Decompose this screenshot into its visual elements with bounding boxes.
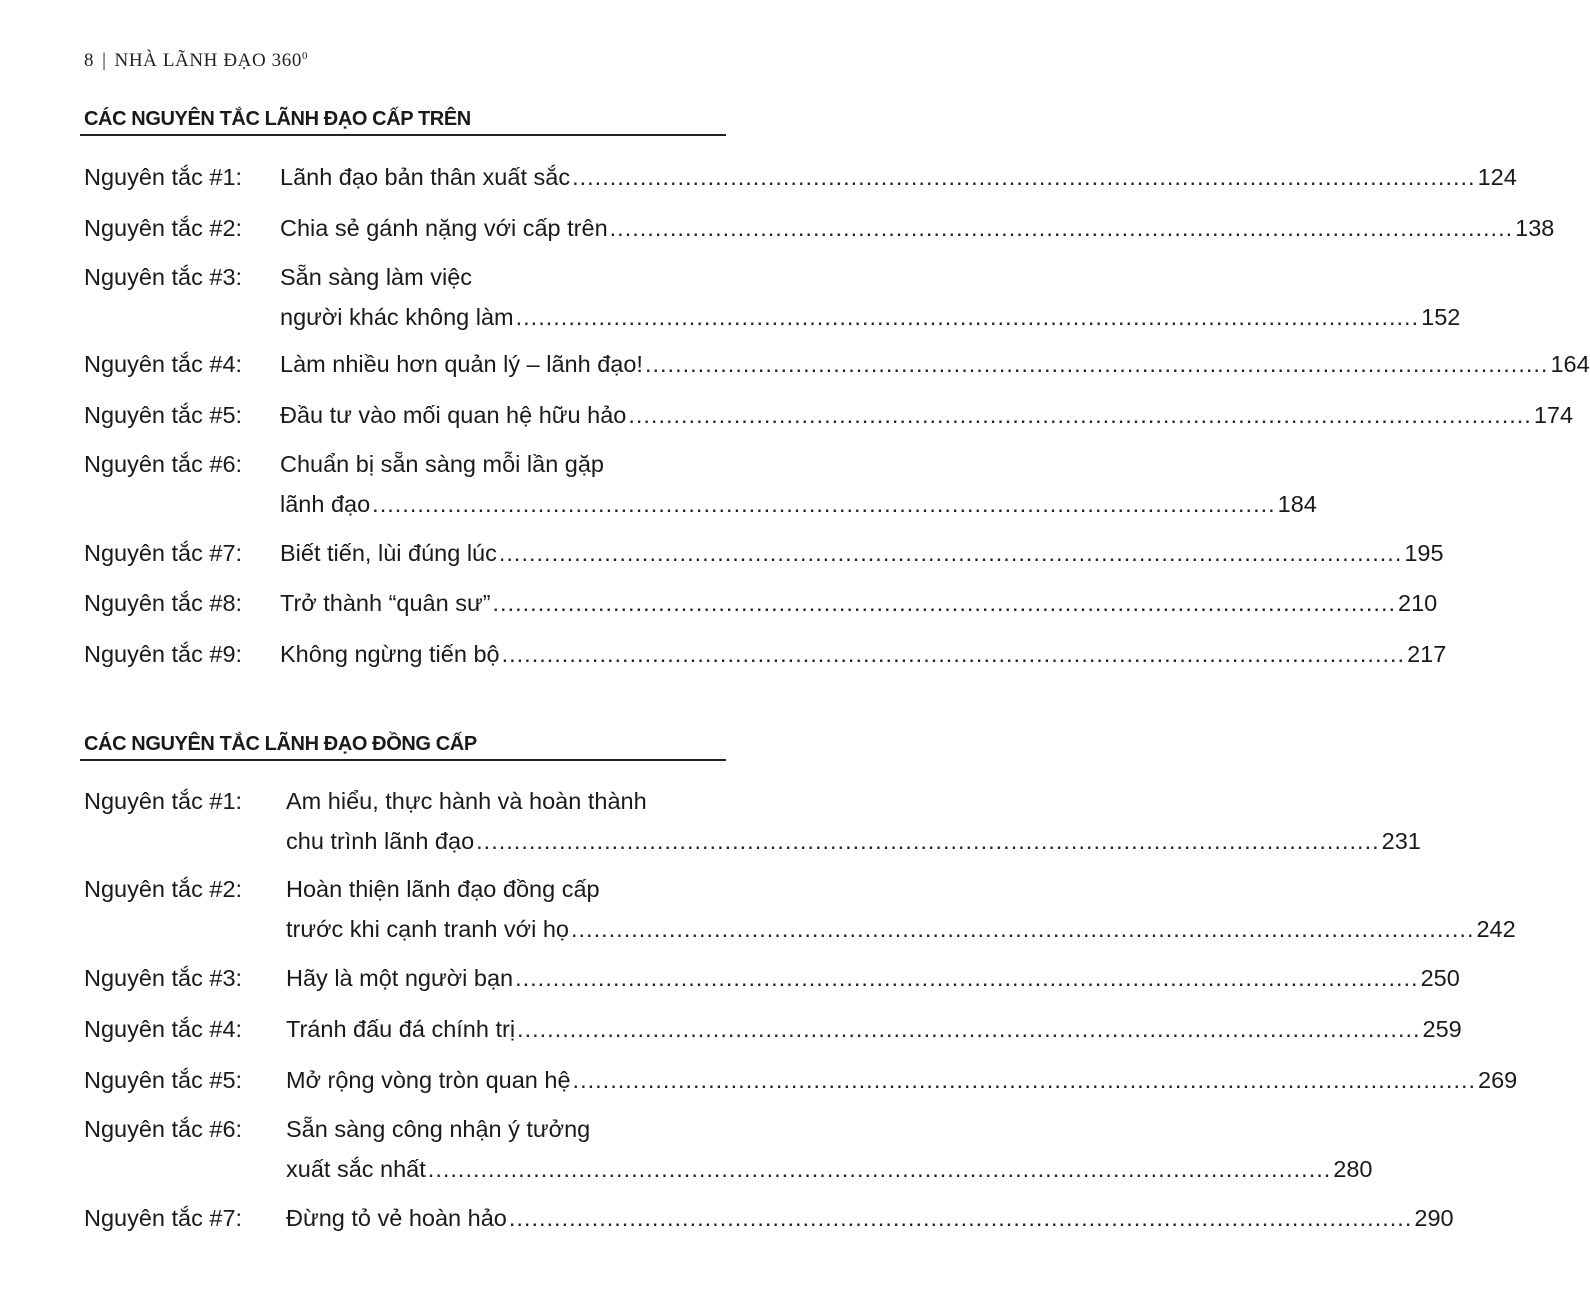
- entry-title: Sẵn sàng làm việc: [280, 264, 473, 290]
- dot-leader: ........................................................................................................................: [644, 351, 1549, 377]
- book-title: NHÀ LÃNH ĐẠO 360: [114, 50, 302, 71]
- entry-title: Hoàn thiện lãnh đạo đồng cấp: [286, 876, 600, 902]
- dot-leader: ........................................................................................................................: [570, 916, 1475, 942]
- page-number-ref: 184: [1277, 491, 1317, 517]
- toc-entry[interactable]: [80, 351, 1590, 385]
- page-number-ref: 210: [1398, 590, 1438, 616]
- dot-leader: ........................................................................................................................: [628, 402, 1532, 428]
- toc-entry[interactable]: [80, 402, 1574, 436]
- page-number-ref: 195: [1404, 540, 1444, 566]
- principle-label: Nguyên tắc #5:: [84, 1067, 243, 1093]
- toc-entry[interactable]: [80, 876, 1516, 950]
- principle-label: Nguyên tắc #7:: [84, 540, 243, 566]
- entry-title: Làm nhiều hơn quản lý – lãnh đạo!: [280, 351, 643, 377]
- page-number-ref: 138: [1515, 215, 1555, 241]
- entry-title: chu trình lãnh đạo: [286, 828, 475, 854]
- toc-entry[interactable]: [80, 451, 1317, 525]
- entry-title: Sẵn sàng công nhận ý tưởng: [286, 1116, 591, 1142]
- page-number-ref: 242: [1476, 916, 1516, 942]
- principle-label: Nguyên tắc #6:: [84, 1116, 243, 1142]
- entry-title: Trở thành “quân sư”: [280, 590, 491, 616]
- entry-title: xuất sắc nhất: [286, 1156, 426, 1182]
- entry-title: Đầu tư vào mối quan hệ hữu hảo: [280, 402, 627, 428]
- entry-title: Mở rộng vòng tròn quan hệ: [286, 1067, 571, 1093]
- page-number-ref: 231: [1381, 828, 1421, 854]
- entry-title-line-with-page: [286, 916, 1516, 943]
- page-number-ref: 250: [1420, 965, 1460, 991]
- dot-leader: ........................................................................................................................: [492, 590, 1397, 616]
- principle-label: Nguyên tắc #8:: [84, 590, 243, 616]
- dot-leader: ........................................................................................................................: [572, 164, 1476, 190]
- section-title: CÁC NGUYÊN TẮC LÃNH ĐẠO CẤP TRÊN: [80, 108, 726, 136]
- toc-section-upward: [80, 108, 1590, 667]
- running-head-separator: |: [102, 50, 107, 71]
- entry-title: Biết tiến, lùi đúng lúc: [280, 540, 497, 566]
- entry-title: người khác không làm: [280, 304, 514, 330]
- dot-leader: ........................................................................................................................: [427, 1156, 1332, 1182]
- book-title-superscript: 0: [301, 50, 308, 62]
- page-number-ref: 290: [1414, 1205, 1454, 1231]
- entry-title: Lãnh đạo bản thân xuất sắc: [280, 164, 571, 190]
- page-number-ref: 217: [1407, 641, 1447, 667]
- toc-entry[interactable]: [80, 164, 1517, 198]
- entry-title: Đừng tỏ vẻ hoàn hảo: [286, 1205, 507, 1231]
- dot-leader: ........................................................................................................................: [476, 828, 1380, 854]
- page-number-ref: 280: [1333, 1156, 1373, 1182]
- dot-leader: ........................................................................................................................: [501, 641, 1406, 667]
- entry-title-line: [286, 788, 647, 815]
- entry-title-line-with-page: [280, 641, 1447, 668]
- running-head: [84, 50, 307, 72]
- principle-label: Nguyên tắc #3:: [84, 264, 243, 290]
- entry-title: lãnh đạo: [280, 491, 371, 517]
- dot-leader: ........................................................................................................................: [515, 304, 1420, 330]
- page-number-ref: 259: [1422, 1016, 1462, 1042]
- entry-title-line-with-page: [286, 1205, 1454, 1232]
- entry-title: Tránh đấu đá chính trị: [286, 1016, 516, 1042]
- toc-entry[interactable]: [80, 264, 1461, 338]
- entry-title-line: [280, 264, 472, 291]
- dot-leader: ........................................................................................................................: [515, 965, 1419, 991]
- entry-title-line-with-page: [280, 590, 1438, 617]
- page-number-ref: 152: [1421, 304, 1461, 330]
- entry-title-line-with-page: [280, 164, 1517, 191]
- entry-title-line: [280, 451, 604, 478]
- toc-entry[interactable]: [80, 1067, 1518, 1101]
- principle-label: Nguyên tắc #7:: [84, 1205, 243, 1231]
- principle-label: Nguyên tắc #6:: [84, 451, 243, 477]
- page-number-ref: 124: [1477, 164, 1517, 190]
- entry-title-line-with-page: [280, 215, 1555, 242]
- principle-label: Nguyên tắc #4:: [84, 1016, 243, 1042]
- toc-entry[interactable]: [80, 641, 1447, 675]
- toc-entry[interactable]: [80, 788, 1421, 862]
- toc-entry[interactable]: [80, 590, 1438, 624]
- toc-entry[interactable]: [80, 540, 1444, 574]
- toc-entry[interactable]: [80, 215, 1555, 249]
- entry-title-line-with-page: [286, 828, 1421, 855]
- page-number-ref: 174: [1533, 402, 1574, 428]
- page-number-ref: 164: [1550, 351, 1590, 377]
- entry-title-line-with-page: [286, 1016, 1462, 1043]
- toc-section-peer: [80, 733, 1518, 1231]
- entry-title-line-with-page: [286, 1156, 1373, 1183]
- dot-leader: ........................................................................................................................: [517, 1016, 1421, 1042]
- dot-leader: ........................................................................................................................: [498, 540, 1403, 566]
- dot-leader: ........................................................................................................................: [609, 215, 1514, 241]
- entry-title-line-with-page: [280, 402, 1574, 429]
- toc-entry[interactable]: [80, 1205, 1454, 1239]
- page-number-ref: 269: [1478, 1067, 1518, 1093]
- entry-title: trước khi cạnh tranh với họ: [286, 916, 569, 942]
- entry-title: Hãy là một người bạn: [286, 965, 514, 991]
- principle-label: Nguyên tắc #1:: [84, 788, 243, 814]
- entry-title: Không ngừng tiến bộ: [280, 641, 500, 667]
- principle-label: Nguyên tắc #4:: [84, 351, 243, 377]
- entry-title-line-with-page: [280, 540, 1444, 567]
- entry-title: Chuẩn bị sẵn sàng mỗi lần gặp: [280, 451, 604, 477]
- page-number: 8: [84, 50, 95, 71]
- toc-entry[interactable]: [80, 965, 1460, 999]
- dot-leader: ........................................................................................................................: [508, 1205, 1413, 1231]
- principle-label: Nguyên tắc #5:: [84, 402, 243, 428]
- entry-title-line-with-page: [280, 491, 1317, 518]
- entry-title-line: [286, 876, 600, 903]
- entry-title-line-with-page: [280, 304, 1461, 331]
- principle-label: Nguyên tắc #1:: [84, 164, 243, 190]
- toc-entry[interactable]: [80, 1116, 1373, 1190]
- principle-label: Nguyên tắc #2:: [84, 876, 243, 902]
- dot-leader: ........................................................................................................................: [572, 1067, 1477, 1093]
- entry-title-line-with-page: [286, 965, 1460, 992]
- entry-title: Chia sẻ gánh nặng với cấp trên: [280, 215, 608, 241]
- principle-label: Nguyên tắc #9:: [84, 641, 243, 667]
- principle-label: Nguyên tắc #3:: [84, 965, 243, 991]
- entry-title: Am hiểu, thực hành và hoàn thành: [286, 788, 647, 814]
- section-title: CÁC NGUYÊN TẮC LÃNH ĐẠO ĐỒNG CẤP: [80, 733, 726, 761]
- dot-leader: ........................................................................................................................: [372, 491, 1276, 517]
- principle-label: Nguyên tắc #2:: [84, 215, 243, 241]
- toc-entry[interactable]: [80, 1016, 1462, 1050]
- entry-title-line: [286, 1116, 590, 1143]
- entry-title-line-with-page: [286, 1067, 1518, 1094]
- entry-title-line-with-page: [280, 351, 1590, 378]
